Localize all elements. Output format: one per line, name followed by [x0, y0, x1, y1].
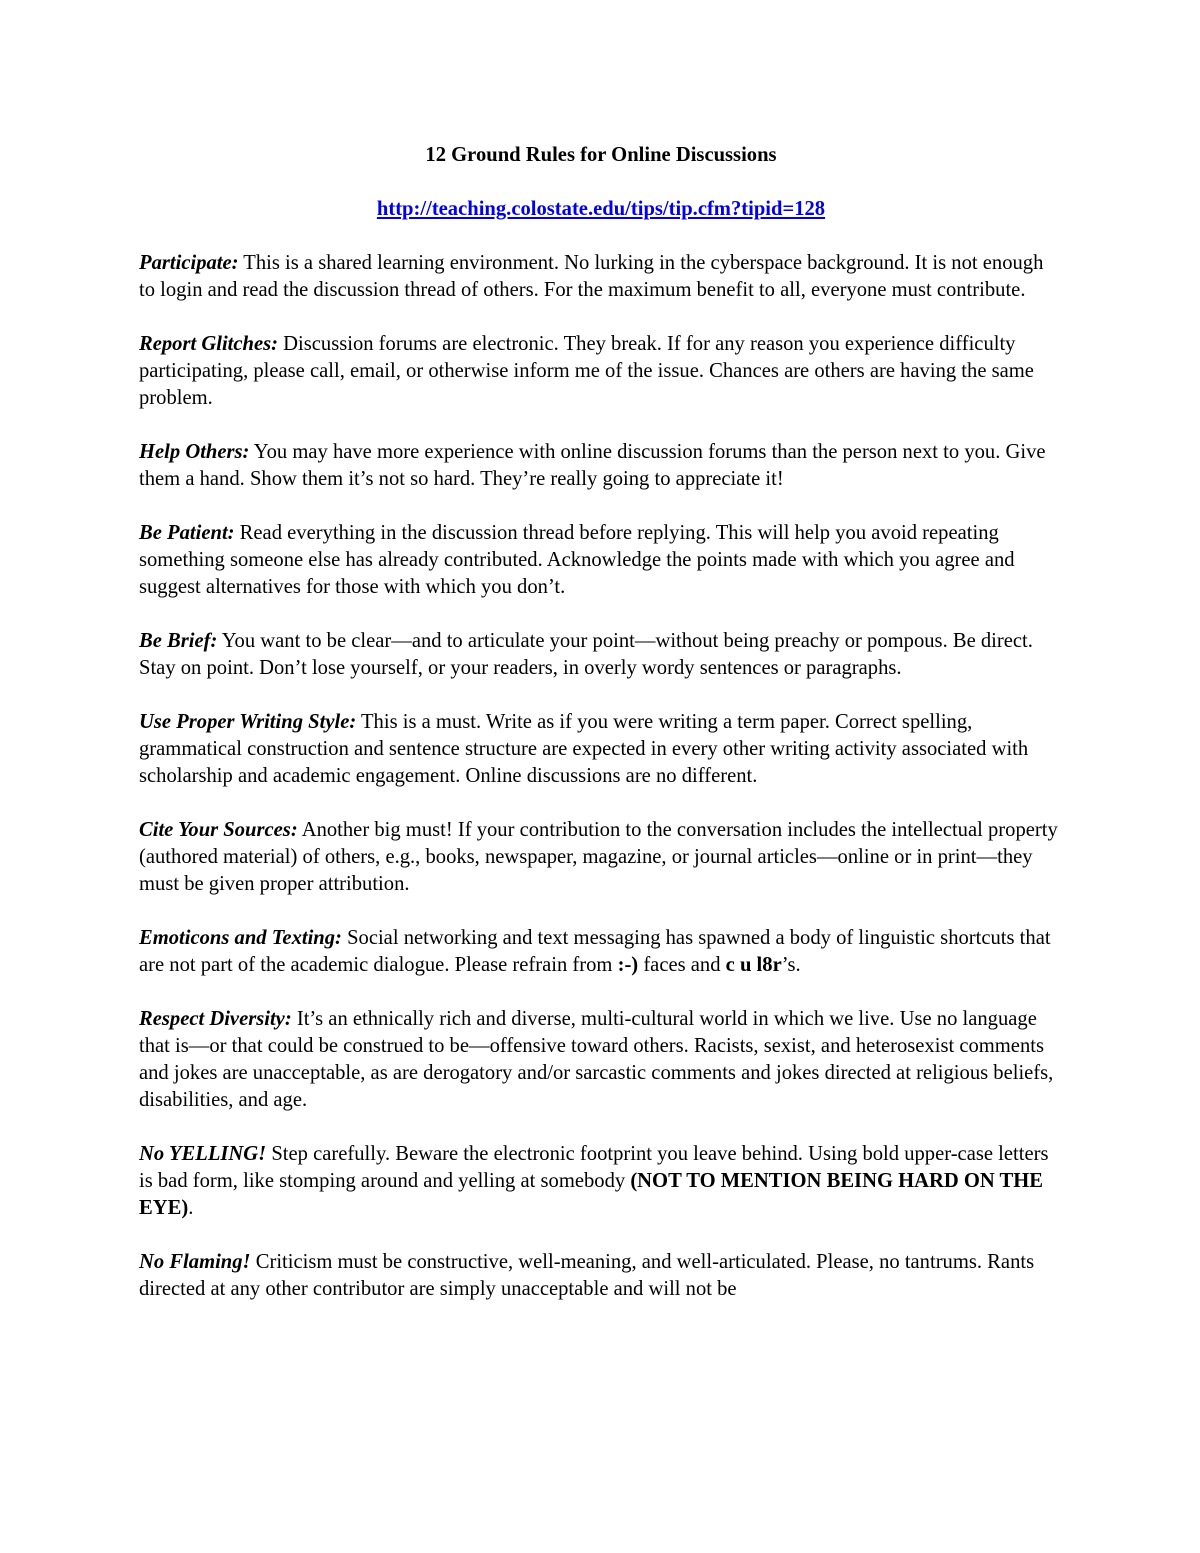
rule-no-flaming	[139, 1249, 1063, 1303]
rule-heading: Be Brief:	[139, 630, 218, 652]
texting-example: c u l8r	[725, 954, 782, 976]
rule-heading: No Flaming!	[139, 1251, 251, 1273]
rule-cite-sources	[139, 817, 1063, 898]
rule-text: You want to be clear—and to articulate your point—without being preachy or pompous. Be direct. Stay on point. Don’t lose yourself, or your readers, in overly wordy sentences or paragraphs.	[139, 630, 1033, 679]
yelling-example: (NOT TO MENTION BEING HARD ON THE EYE)	[139, 1170, 1044, 1219]
rule-be-patient	[139, 520, 1063, 601]
rule-heading: Help Others:	[139, 441, 250, 463]
source-url-link[interactable]: http://teaching.colostate.edu/tips/tip.cfm?tipid=128	[376, 198, 826, 220]
rule-participate	[139, 250, 1063, 304]
rule-text: .	[188, 1197, 194, 1219]
document-title: 12 Ground Rules for Online Discussions	[425, 144, 777, 166]
rule-heading: Use Proper Writing Style:	[139, 711, 357, 733]
document-page	[139, 142, 1063, 1303]
rule-text: Another big must! If your contribution to the conversation includes the intellectual property (authored material) of others, e.g., books, newspaper, magazine, or journal articles—online or in print—they must be given proper attribution.	[139, 819, 1058, 895]
rule-heading: Participate:	[139, 252, 239, 274]
rule-text: This is a must. Write as if you were writing a term paper. Correct spelling, grammatical construction and sentence structure are expected in every other writing activity associated with scholarship and academic engagement. Online discussions are no different.	[139, 711, 1029, 787]
rule-text: Step carefully. Beware the electronic footprint you leave behind. Using bold upper-case letters is bad form, like stomping around and yelling at somebody	[139, 1143, 1049, 1192]
rule-help-others	[139, 439, 1063, 493]
rule-text: Read everything in the discussion thread before replying. This will help you avoid repeating something someone else has already contributed. Acknowledge the points made with which you agree and suggest alternatives for those with which you don’t.	[139, 522, 1015, 598]
rule-respect-diversity	[139, 1006, 1063, 1114]
rule-text: ’s.	[781, 954, 801, 976]
rule-text: Criticism must be constructive, well-meaning, and well-articulated. Please, no tantrums. Rants directed at any other contributor are simply unacceptable and will not be	[139, 1251, 1035, 1300]
source-url-line	[139, 196, 1063, 223]
rule-heading: No YELLING!	[139, 1143, 267, 1165]
rule-text: This is a shared learning environment. No lurking in the cyberspace background. It is not enough to login and read the discussion thread of others. For the maximum benefit to all, everyone must contribute.	[139, 252, 1044, 301]
rule-emoticons	[139, 925, 1063, 979]
emoticon-example: :-)	[617, 954, 639, 976]
rule-text: It’s an ethnically rich and diverse, multi-cultural world in which we live. Use no language that is—or that could be construed to be—offensive toward others. Racists, sexist, and heterosexist comments and jokes are unacceptable, as are derogatory and/or sarcastic comments and jokes directed at religious beliefs, disabilities, and age.	[139, 1008, 1054, 1111]
rule-be-brief	[139, 628, 1063, 682]
rule-heading: Emoticons and Texting:	[139, 927, 342, 949]
rule-text: Social networking and text messaging has spawned a body of linguistic shortcuts that are not part of the academic dialogue. Please refrain from	[139, 927, 1051, 976]
rule-heading: Be Patient:	[139, 522, 235, 544]
rule-report-glitches	[139, 331, 1063, 412]
rule-heading: Respect Diversity:	[139, 1008, 292, 1030]
rule-no-yelling	[139, 1141, 1063, 1222]
rule-text: You may have more experience with online discussion forums than the person next to you. Give them a hand. Show them it’s not so hard. They’re really going to appreciate it!	[139, 441, 1046, 490]
rule-writing-style	[139, 709, 1063, 790]
rule-heading: Cite Your Sources:	[139, 819, 298, 841]
rule-text: faces and	[638, 954, 726, 976]
rule-text: Discussion forums are electronic. They break. If for any reason you experience difficulty participating, please call, email, or otherwise inform me of the issue. Chances are others are having the same problem.	[139, 333, 1034, 409]
rule-heading: Report Glitches:	[139, 333, 278, 355]
